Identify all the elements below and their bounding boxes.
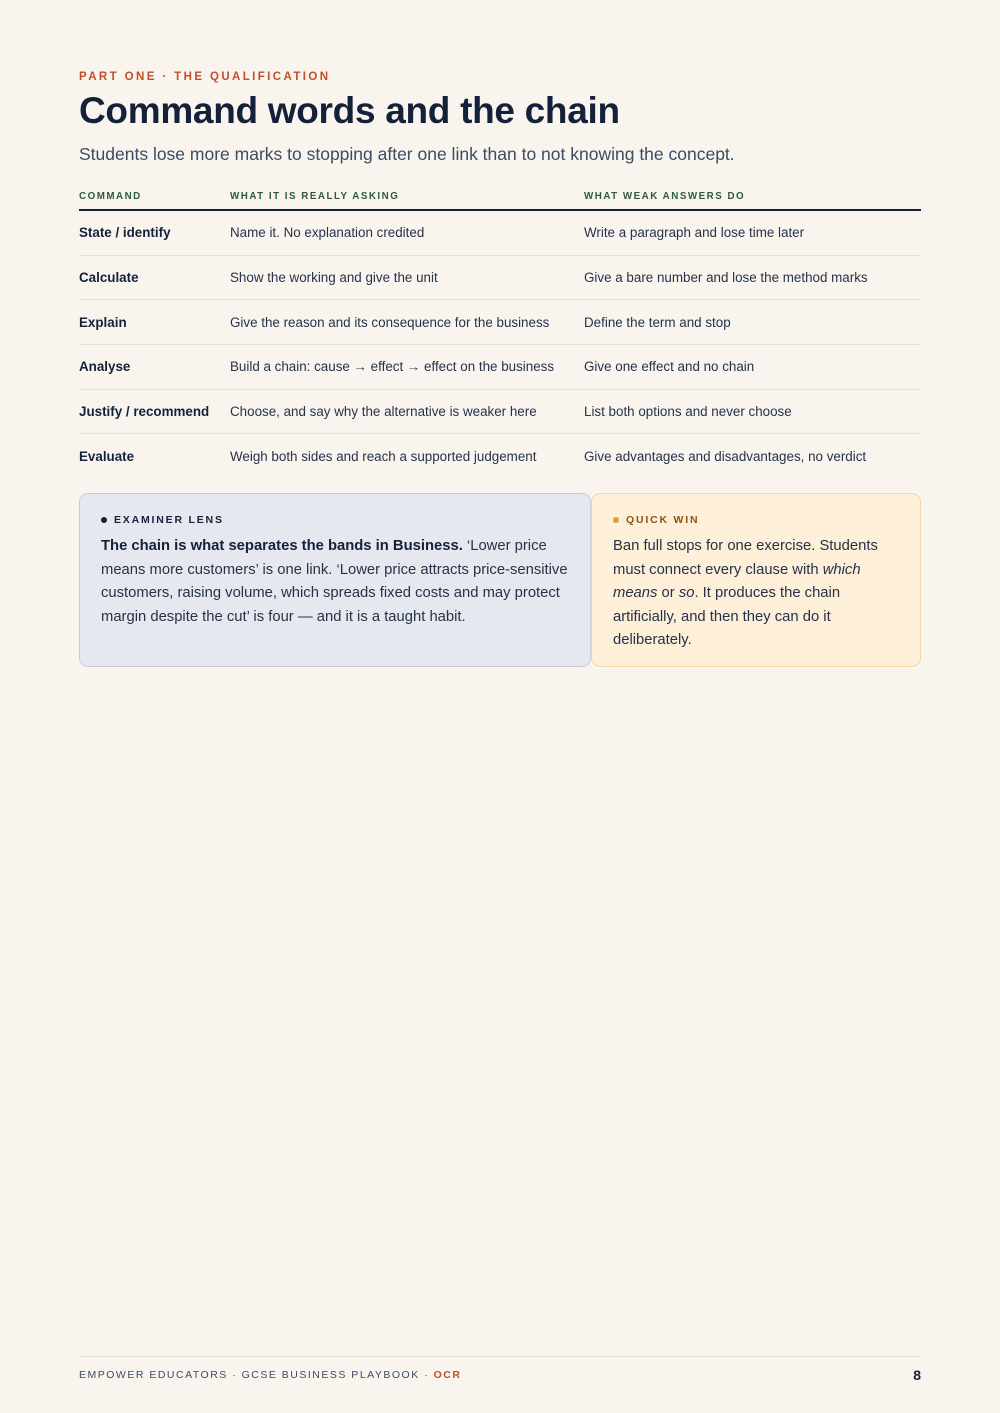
- table-row: [79, 300, 921, 345]
- weak-answer-cell: Give one effect and no chain: [584, 359, 755, 375]
- table-row: [79, 211, 921, 256]
- asking-cell: Name it. No explanation credited: [230, 225, 425, 241]
- page: [79, 0, 921, 1413]
- table-row: [79, 434, 921, 479]
- footer-exam-board: OCR: [433, 1369, 462, 1381]
- footer-text: EMPOWER EDUCATORS · GCSE BUSINESS PLAYBOOK ·: [79, 1369, 434, 1381]
- weak-answer-cell: Define the term and stop: [584, 314, 731, 330]
- quick-win-emphasis: so: [678, 585, 695, 602]
- examiner-lens-body: [101, 535, 569, 629]
- command-cell: State / identify: [79, 225, 171, 241]
- weak-answer-cell: Give a bare number and lose the method marks: [584, 270, 868, 286]
- examiner-lens-label-text: EXAMINER LENS: [114, 514, 224, 526]
- examiner-lens-lead: The chain is what separates the bands in Business.: [101, 538, 463, 554]
- weak-answer-cell: List both options and never choose: [584, 404, 792, 420]
- table-row: [79, 256, 921, 301]
- weak-answer-cell: Write a paragraph and lose time later: [584, 225, 805, 241]
- asking-cell: Give the reason and its consequence for the business: [230, 314, 550, 330]
- asking-cell: Build a chain: cause → effect → effect on the business: [230, 359, 555, 375]
- command-cell: Calculate: [79, 270, 139, 286]
- command-cell: Explain: [79, 314, 127, 330]
- table-row: [79, 390, 921, 435]
- quick-win-emphasis: which means: [613, 561, 861, 602]
- examiner-lens-label: [101, 514, 569, 526]
- footer-divider: [79, 1356, 921, 1357]
- quick-win-text: . It produces the chain artificially, and then they can do it deliberately.: [613, 585, 841, 649]
- command-cell: Analyse: [79, 359, 131, 375]
- quick-win-callout: [591, 493, 921, 667]
- examiner-lens-callout: [79, 493, 591, 667]
- command-words-table: [79, 188, 921, 479]
- table-row: [79, 345, 921, 390]
- command-cell: Justify / recommend: [79, 404, 210, 420]
- command-cell: Evaluate: [79, 449, 135, 465]
- quick-win-label-text: QUICK WIN: [626, 514, 700, 526]
- column-header-command: COMMAND: [79, 191, 142, 202]
- table-header: [79, 188, 921, 211]
- page-footer: [79, 1367, 921, 1383]
- column-header-weak-answers: WHAT WEAK ANSWERS DO: [584, 191, 746, 202]
- footer-publication: [79, 1369, 461, 1381]
- page-number: 8: [913, 1367, 921, 1383]
- quick-win-label: [613, 514, 899, 526]
- quick-win-body: [613, 535, 899, 653]
- bullet-dot-icon: [613, 517, 619, 523]
- asking-cell: Show the working and give the unit: [230, 270, 438, 286]
- quick-win-text: or: [657, 585, 679, 602]
- page-title: Command words and the chain: [79, 90, 620, 131]
- asking-cell: Choose, and say why the alternative is weaker here: [230, 404, 537, 420]
- weak-answer-cell: Give advantages and disadvantages, no verdict: [584, 449, 867, 465]
- column-header-asking: WHAT IT IS REALLY ASKING: [230, 191, 400, 202]
- quick-win-text: Ban full stops for one exercise. Students must connect every clause with: [613, 538, 878, 578]
- bullet-dot-icon: [101, 517, 107, 523]
- asking-cell: Weigh both sides and reach a supported judgement: [230, 449, 537, 465]
- section-kicker: PART ONE · THE QUALIFICATION: [79, 71, 331, 83]
- examiner-lens-text: ‘Lower price means more customers’ is one link. ‘Lower price attracts price-sensitive customers, raising volume, which spreads fixed costs and may protect margin despite the cut’ is four — and it is a taught habit.: [101, 538, 568, 625]
- page-subtitle: Students lose more marks to stopping after one link than to not knowing the concept.: [79, 144, 735, 164]
